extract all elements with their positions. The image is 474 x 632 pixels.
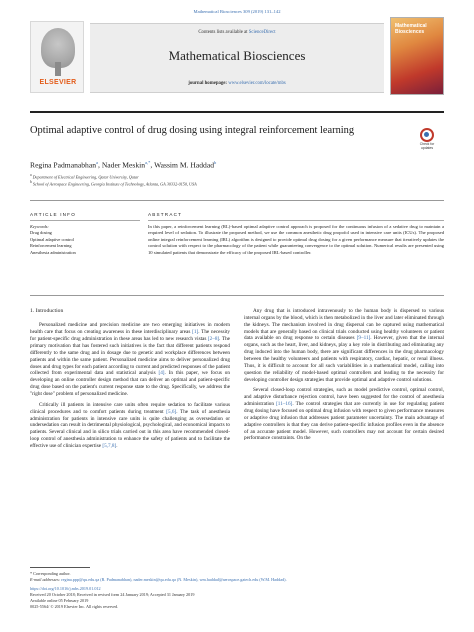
citation-link[interactable]: [4] — [158, 370, 165, 377]
author-marks[interactable]: a,* — [145, 160, 151, 165]
footnotes — [30, 571, 444, 611]
journal-banner — [90, 23, 384, 93]
footnote-divider — [30, 567, 90, 568]
crossmark-icon — [420, 128, 434, 142]
author-name[interactable]: Wassim M. Haddad — [154, 160, 215, 170]
affiliation-item — [30, 173, 444, 180]
citation-link[interactable]: [2–8] — [207, 336, 220, 343]
doi-link[interactable]: https://doi.org/10.1016/j.mbs.2019.01.012 — [30, 586, 101, 592]
abstract-heading: ABSTRACT — [148, 212, 183, 217]
journal-masthead — [30, 17, 444, 105]
header-divider — [30, 111, 444, 113]
affiliation-mark: b — [30, 180, 32, 185]
copyright: 0025-5564/ © 2019 Elsevier Inc. All rights reserved. — [30, 604, 119, 610]
body-column-right — [244, 308, 444, 446]
body-paragraph: Any drug that is introduced intravenously to the human body is dispersed to various internal organs by the blood, which is then metabolized in the liver and later eliminated through the kidneys. The mechanism involved in drug dispersal can be captured using mathematical models that are generally based on clinical trials conducted using healthy volunteers or patient data available on drug response to certain diseases [9–11]. However, given that the internal organs, such as the heart, liver, and kidneys, play a key role in distributing and eliminating any drug induced into the human body, there are significant differences in the drug pharmacology between the healthy volunteers and patients with respiratory, cardiac, hepatic, or renal illness. Thus, it is difficult to account for all such variabilities in a mathematical model, calling into question the reliability of model-based optimal controllers and leading to the necessity for developing controller design strategies that provide optimal and adaptive control solutions. — [244, 308, 444, 383]
body-paragraph: Critically ill patients in intensive care units often require sedation to facilitate various clinical procedures and to comfort patients during treatment [5,6]. The task of anesthesia administration for patients in intensive care units is quite challenging as oversedation or undersedation can result in detrimental physiological, psychological, and economical impacts to patients. Several clinical and in silico trials carried out in this area have recommended closed-loop control of anesthesia administration to enhance the safety of patients and to facilitate the effective use of clinician expertise [5,7,8]. — [30, 401, 230, 449]
elsevier-logo[interactable] — [30, 21, 84, 93]
journal-cover-image[interactable] — [390, 17, 444, 95]
contents-prefix: Contents lists available at — [198, 30, 249, 35]
sciencedirect-link[interactable]: ScienceDirect — [248, 30, 276, 35]
email-label: E-mail addresses: — [30, 577, 62, 583]
section-heading: 1. Introduction — [30, 308, 64, 314]
corresponding-author-note: * Corresponding author. — [30, 571, 71, 576]
publisher-name: ELSEVIER — [39, 79, 77, 86]
affiliation-item — [30, 180, 444, 187]
running-head: Mathematical Biosciences 309 (2019) 131–142 — [193, 9, 281, 14]
homepage-link[interactable]: www.elsevier.com/locate/mbs — [228, 81, 286, 86]
homepage-label: journal homepage: — [188, 81, 229, 86]
crossmark-badge[interactable] — [418, 128, 436, 152]
email-line — [30, 577, 444, 583]
keyword-item: Optimal adaptive control — [30, 236, 74, 242]
received-dates: Received 20 October 2018; Received in revised form 24 January 2019; Accepted 31 January 2019 — [30, 592, 195, 598]
citation-link[interactable]: [9–11] — [356, 335, 371, 342]
abstract-divider — [30, 295, 444, 296]
abstract-text: In this paper, a reinforcement learning (RL)-based optimal adaptive control approach is proposed for the continuous infusion of a sedative drug to maintain a required level of sedation. To illustrate the proposed method, we use the common anesthetic drug propofol used in intensive care units (ICUs). The proposed online integral reinforcement learning (IRL) algorithm is designed to provide optimal drug dosing for a given performance measure that iteratively updates the control solution with respect to the pharmacology of the patient while guaranteeing convergence to the optimal solution. Numerical results are presented using 10 simulated patients that demonstrate the efficacy of the proposed IRL-based controller. — [148, 224, 444, 255]
author-list: Regina Padmanabhan$^a$, Nader Meskin$^{a,*}$, Wassim M. Haddad$^b$ — [30, 160, 217, 170]
body-column-left — [30, 308, 230, 454]
author-marks[interactable]: b — [214, 160, 217, 165]
affiliation-text: School of Aerospace Engineering, Georgia Institute of Technology, Atlanta, GA 30332-0150, USA — [32, 181, 197, 187]
crossmark-label: Check for updates — [419, 142, 435, 150]
cover-title: Mathematical Biosciences — [395, 23, 427, 35]
author-name[interactable]: Nader Meskin — [101, 160, 146, 170]
body-paragraph: Personalized medicine and precision medicine are two emerging initiatives in modern health care that focus on creating awareness in these interdisciplinary areas [1]. The necessity for patient-specific drug administration in these areas has led to new research vistas [2–8]. The primary motivation that has fostered such initiatives is the fact that different patients respond differently to the same drug and in dosage due to genetic and workplace differences between patients and within the same patient. Personalized medicine aims to deliver personalized drug doses and drug types for each patient according to current and predicted responses of the patient collected from experimental data and statistical analysis [4]. In this paper, we focus on developing an online controller design method that can deliver an optimal and patient-specific drug dose based on the patient's current response state to the drug. Specifically, we address the "right dose" problem of personalized medicine. — [30, 322, 230, 397]
journal-title: Mathematical Biosciences — [168, 48, 306, 63]
citation-link[interactable]: [5,6] — [166, 408, 177, 415]
author-name[interactable]: Regina Padmanabhan — [30, 160, 97, 170]
keyword-item: Reinforcement learning — [30, 243, 72, 249]
keywords-block — [30, 224, 140, 256]
keyword-item: Anesthesia administration — [30, 249, 76, 255]
article-info-rule — [30, 220, 140, 221]
citation-link[interactable]: [5,7,8] — [102, 442, 117, 449]
affiliation-divider — [30, 200, 444, 201]
affiliation-text: Department of Electrical Engineering, Qatar University, Qatar — [32, 174, 139, 180]
email-addresses[interactable]: regina.ppp@qu.edu.qa (R. Padmanabhan), nader.meskin@qu.edu.qa (N. Meskin), wm.haddad@aerospace.gatech.edu (W.M. Haddad). — [61, 577, 287, 583]
author-marks[interactable]: a — [96, 160, 99, 165]
citation-link[interactable]: [11–16] — [276, 401, 293, 408]
body-paragraph: Several closed-loop control strategies, such as model predictive control, optimal control, and adaptive disturbance rejection control, have been suggested for the control of anesthesia administration [11–16]. The control strategies that are currently in use for regulating patient drug dosing have focused on optimal drug infusion with respect to given performance measures or adaptive drug infusion that addresses patient parameter uncertainty. The main advantage of adaptive controllers is that they can derive patient-specific infusion profiles even in the absence of an accurate patient model. However, such controllers may not account for certain desired performance constraints. On the — [244, 387, 444, 442]
available-online: Available online 05 February 2019 — [30, 598, 89, 604]
article-title: Optimal adaptive control of drug dosing using integral reinforcement learning — [30, 125, 355, 136]
homepage-line — [90, 81, 384, 86]
keywords-label: Keywords: — [30, 224, 49, 229]
abstract-rule — [148, 220, 444, 221]
contents-line — [90, 30, 384, 35]
affiliation-mark: a — [30, 173, 32, 177]
affiliations — [30, 173, 444, 187]
keyword-item: Drug dosing — [30, 230, 52, 236]
citation-link[interactable]: [1] — [192, 329, 199, 336]
tree-trunk-icon — [55, 62, 61, 76]
article-info-heading: ARTICLE INFO — [30, 212, 76, 217]
